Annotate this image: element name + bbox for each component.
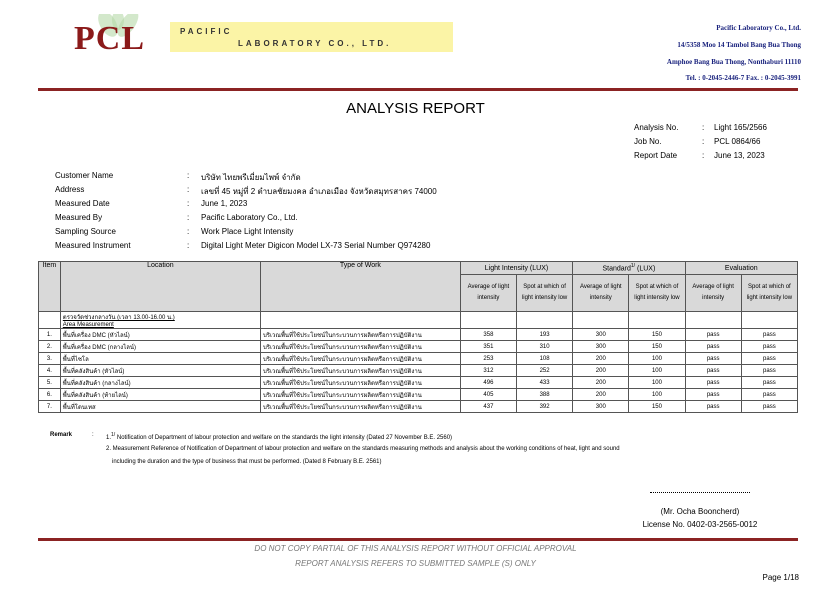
remark-line1 bbox=[106, 432, 452, 441]
header-item: Item bbox=[39, 262, 61, 312]
meta-value: Light 165/2566 bbox=[714, 123, 767, 132]
customer-row: Measured Instrument : Digital Light Meter Digicon Model LX-73 Serial Number Q974280 bbox=[55, 241, 437, 255]
remark-label: Remark bbox=[50, 432, 73, 438]
row-eval-avg: pass bbox=[685, 329, 741, 341]
license-number: License No. 0402-03-2565-0012 bbox=[642, 520, 758, 529]
row-eval-spot: pass bbox=[741, 401, 797, 413]
header-standard-label: Standard bbox=[602, 265, 631, 273]
group-label: ตรวจวัดช่วงกลางวัน (เวลา 13.00-16.00 น.) bbox=[62, 315, 175, 321]
table-row bbox=[39, 401, 798, 413]
row-type: บริเวณพื้นที่ใช้ประโยชน์ในกระบวนการผลิตหรือการปฏิบัติงาน bbox=[260, 389, 460, 401]
company-name: Pacific Laboratory Co., Ltd. bbox=[716, 24, 801, 32]
row-std-avg: 200 bbox=[573, 353, 629, 365]
meta-value: June 13, 2023 bbox=[714, 151, 765, 160]
row-std-avg: 300 bbox=[573, 329, 629, 341]
row-item: 1. bbox=[39, 329, 61, 341]
row-type: บริเวณพื้นที่ใช้ประโยชน์ในกระบวนการผลิตหรือการปฏิบัติงาน bbox=[260, 329, 460, 341]
table-row bbox=[39, 389, 798, 401]
row-eval-avg: pass bbox=[685, 401, 741, 413]
customer-row: Address : เลขที่ 45 หมู่ที่ 2 ตำบลชัยมงคล อำเภอเมือง จังหวัดสมุทรสาคร 74000 bbox=[55, 185, 437, 199]
footer-notice: DO NOT COPY PARTIAL OF THIS ANALYSIS REPORT WITHOUT OFFICIAL APPROVAL bbox=[254, 544, 577, 553]
row-location: พื้นที่ไซโล bbox=[60, 353, 260, 365]
row-std-spot: 100 bbox=[629, 389, 685, 401]
row-std-spot: 100 bbox=[629, 365, 685, 377]
row-std-spot: 150 bbox=[629, 401, 685, 413]
row-location: พื้นที่คลังสินค้า (ท้ายไลน์) bbox=[60, 389, 260, 401]
row-eval-avg: pass bbox=[685, 353, 741, 365]
table-row bbox=[39, 341, 798, 353]
customer-row: Sampling Source : Work Place Light Intensity bbox=[55, 227, 437, 241]
header-location: Location bbox=[60, 262, 260, 312]
company-banner bbox=[170, 22, 453, 52]
company-logo bbox=[70, 14, 170, 60]
meta-value: PCL 0864/66 bbox=[714, 137, 761, 146]
subheader-spot: Spot at which of light intensity low bbox=[741, 275, 797, 312]
row-location: พื้นที่เครื่อง DMC (กลางไลน์) bbox=[60, 341, 260, 353]
row-std-avg: 200 bbox=[573, 377, 629, 389]
remark-line3: including the duration and the type of business that must be performed. (Dated 8 February B.E. 2561) bbox=[112, 459, 382, 465]
customer-label: Sampling Source bbox=[55, 227, 116, 236]
row-item: 4. bbox=[39, 365, 61, 377]
row-eval-spot: pass bbox=[741, 353, 797, 365]
row-avg: 405 bbox=[460, 389, 516, 401]
customer-label: Address bbox=[55, 185, 85, 194]
row-eval-spot: pass bbox=[741, 377, 797, 389]
page-title: ANALYSIS REPORT bbox=[346, 100, 485, 117]
phone-fax: Tel. : 0-2045-2446-7 Fax. : 0-2045-3991 bbox=[685, 74, 801, 82]
remark-num: 1. bbox=[106, 435, 112, 441]
table-row bbox=[39, 365, 798, 377]
results-table bbox=[38, 261, 798, 413]
address-line2: Amphoe Bang Bua Thong, Nonthaburi 11110 bbox=[666, 58, 801, 66]
row-type: บริเวณพื้นที่ใช้ประโยชน์ในกระบวนการผลิตหรือการปฏิบัติงาน bbox=[260, 353, 460, 365]
row-type: บริเวณพื้นที่ใช้ประโยชน์ในกระบวนการผลิตหรือการปฏิบัติงาน bbox=[260, 377, 460, 389]
row-eval-spot: pass bbox=[741, 365, 797, 377]
row-item: 3. bbox=[39, 353, 61, 365]
customer-value: June 1, 2023 bbox=[201, 199, 248, 208]
row-eval-spot: pass bbox=[741, 389, 797, 401]
row-eval-spot: pass bbox=[741, 329, 797, 341]
header-light-intensity: Light Intensity (LUX) bbox=[460, 262, 572, 275]
table-row bbox=[39, 329, 798, 341]
row-item: 6. bbox=[39, 389, 61, 401]
row-std-spot: 100 bbox=[629, 353, 685, 365]
row-location: พื้นที่คลังสินค้า (กลางไลน์) bbox=[60, 377, 260, 389]
report-meta bbox=[634, 123, 767, 165]
row-avg: 253 bbox=[460, 353, 516, 365]
header-standard-sup: 1/ bbox=[630, 263, 636, 270]
meta-label: Job No. bbox=[634, 137, 662, 146]
header-standard bbox=[573, 262, 685, 275]
subheader-spot: Spot at which of light intensity low bbox=[517, 275, 573, 312]
row-spot: 392 bbox=[517, 401, 573, 413]
footer-notice-2: REPORT ANALYSIS REFERS TO SUBMITTED SAMPLE (S) ONLY bbox=[295, 559, 536, 568]
row-eval-spot: pass bbox=[741, 341, 797, 353]
row-avg: 358 bbox=[460, 329, 516, 341]
row-spot: 252 bbox=[517, 365, 573, 377]
customer-value: เลขที่ 45 หมู่ที่ 2 ตำบลชัยมงคล อำเภอเมือง จังหวัดสมุทรสาคร 74000 bbox=[201, 187, 437, 196]
row-std-avg: 300 bbox=[573, 341, 629, 353]
header-evaluation: Evaluation bbox=[685, 262, 797, 275]
banner-line1: PACIFIC bbox=[180, 27, 233, 36]
remark-sup: 1/ bbox=[111, 432, 116, 438]
row-avg: 351 bbox=[460, 341, 516, 353]
subheader-avg: Average of light intensity bbox=[573, 275, 629, 312]
row-avg: 496 bbox=[460, 377, 516, 389]
meta-label: Report Date bbox=[634, 151, 678, 160]
subheader-spot: Spot at which of light intensity low bbox=[629, 275, 685, 312]
meta-row: Job No. : PCL 0864/66 bbox=[634, 137, 767, 151]
header-type-of-work: Type of Work bbox=[260, 262, 460, 312]
row-spot: 388 bbox=[517, 389, 573, 401]
meta-label: Analysis No. bbox=[634, 123, 679, 132]
row-eval-avg: pass bbox=[685, 341, 741, 353]
customer-row: Measured By : Pacific Laboratory Co., Ltd. bbox=[55, 213, 437, 227]
row-item: 7. bbox=[39, 401, 61, 413]
logo-text: PCL bbox=[74, 20, 145, 57]
row-std-avg: 300 bbox=[573, 401, 629, 413]
row-std-spot: 100 bbox=[629, 377, 685, 389]
table-row bbox=[39, 377, 798, 389]
row-std-spot: 150 bbox=[629, 341, 685, 353]
area-label: Area Measurement bbox=[62, 322, 114, 328]
header-standard-unit: (LUX) bbox=[635, 265, 656, 273]
customer-label: Measured Instrument bbox=[55, 241, 131, 250]
customer-label: Customer Name bbox=[55, 171, 114, 180]
customer-value: Digital Light Meter Digicon Model LX-73 Serial Number Q974280 bbox=[201, 241, 431, 250]
row-location: พื้นที่คลังสินค้า (หัวไลน์) bbox=[60, 365, 260, 377]
row-eval-avg: pass bbox=[685, 377, 741, 389]
row-std-spot: 150 bbox=[629, 329, 685, 341]
customer-label: Measured Date bbox=[55, 199, 110, 208]
row-spot: 433 bbox=[517, 377, 573, 389]
signature-line bbox=[650, 492, 750, 493]
signatory-name: (Mr. Ocha Booncherd) bbox=[660, 507, 740, 516]
subheader-avg: Average of light intensity bbox=[685, 275, 741, 312]
row-std-avg: 200 bbox=[573, 365, 629, 377]
row-spot: 108 bbox=[517, 353, 573, 365]
group-cell bbox=[60, 312, 260, 329]
meta-row: Analysis No. : Light 165/2566 bbox=[634, 123, 767, 137]
customer-row: Measured Date : June 1, 2023 bbox=[55, 199, 437, 213]
row-location: พื้นที่โดนเทส bbox=[60, 401, 260, 413]
row-spot: 193 bbox=[517, 329, 573, 341]
row-eval-avg: pass bbox=[685, 365, 741, 377]
signature-block bbox=[600, 492, 800, 529]
row-type: บริเวณพื้นที่ใช้ประโยชน์ในกระบวนการผลิตหรือการปฏิบัติงาน bbox=[260, 401, 460, 413]
row-avg: 312 bbox=[460, 365, 516, 377]
customer-value: บริษัท ไทยพรีเมี่ยมไพพ์ จำกัด bbox=[201, 173, 301, 182]
banner-line2: LABORATORY CO., LTD. bbox=[238, 39, 392, 48]
page-number: Page 1/18 bbox=[762, 573, 799, 582]
customer-info bbox=[55, 171, 437, 255]
remark-line2: 2. Measurement Reference of Notification of Department of labour protection and welfare on the standards measuring methods and analysis about the working conditions of heat, light and sound bbox=[106, 446, 620, 452]
row-type: บริเวณพื้นที่ใช้ประโยชน์ในกระบวนการผลิตหรือการปฏิบัติงาน bbox=[260, 341, 460, 353]
customer-value: Pacific Laboratory Co., Ltd. bbox=[201, 213, 298, 222]
table-row bbox=[39, 353, 798, 365]
address-line1: 14/5358 Moo 14 Tambol Bang Bua Thong bbox=[677, 41, 801, 49]
customer-label: Measured By bbox=[55, 213, 103, 222]
row-location: พื้นที่เครื่อง DMC (หัวไลน์) bbox=[60, 329, 260, 341]
row-eval-avg: pass bbox=[685, 389, 741, 401]
header-divider bbox=[38, 88, 798, 91]
remark-text: Notification of Department of labour protection and welfare on the standards the light intensity (Dated 27 November B.E. 2560) bbox=[115, 435, 453, 441]
row-type: บริเวณพื้นที่ใช้ประโยชน์ในกระบวนการผลิตหรือการปฏิบัติงาน bbox=[260, 365, 460, 377]
customer-row: Customer Name : บริษัท ไทยพรีเมี่ยมไพพ์ จำกัด bbox=[55, 171, 437, 185]
row-std-avg: 200 bbox=[573, 389, 629, 401]
group-row bbox=[39, 312, 798, 329]
row-spot: 310 bbox=[517, 341, 573, 353]
row-item: 2. bbox=[39, 341, 61, 353]
row-avg: 437 bbox=[460, 401, 516, 413]
customer-value: Work Place Light Intensity bbox=[201, 227, 294, 236]
footer-divider bbox=[38, 538, 798, 541]
meta-row: Report Date : June 13, 2023 bbox=[634, 151, 767, 165]
row-item: 5. bbox=[39, 377, 61, 389]
subheader-avg: Average of light intensity bbox=[460, 275, 516, 312]
